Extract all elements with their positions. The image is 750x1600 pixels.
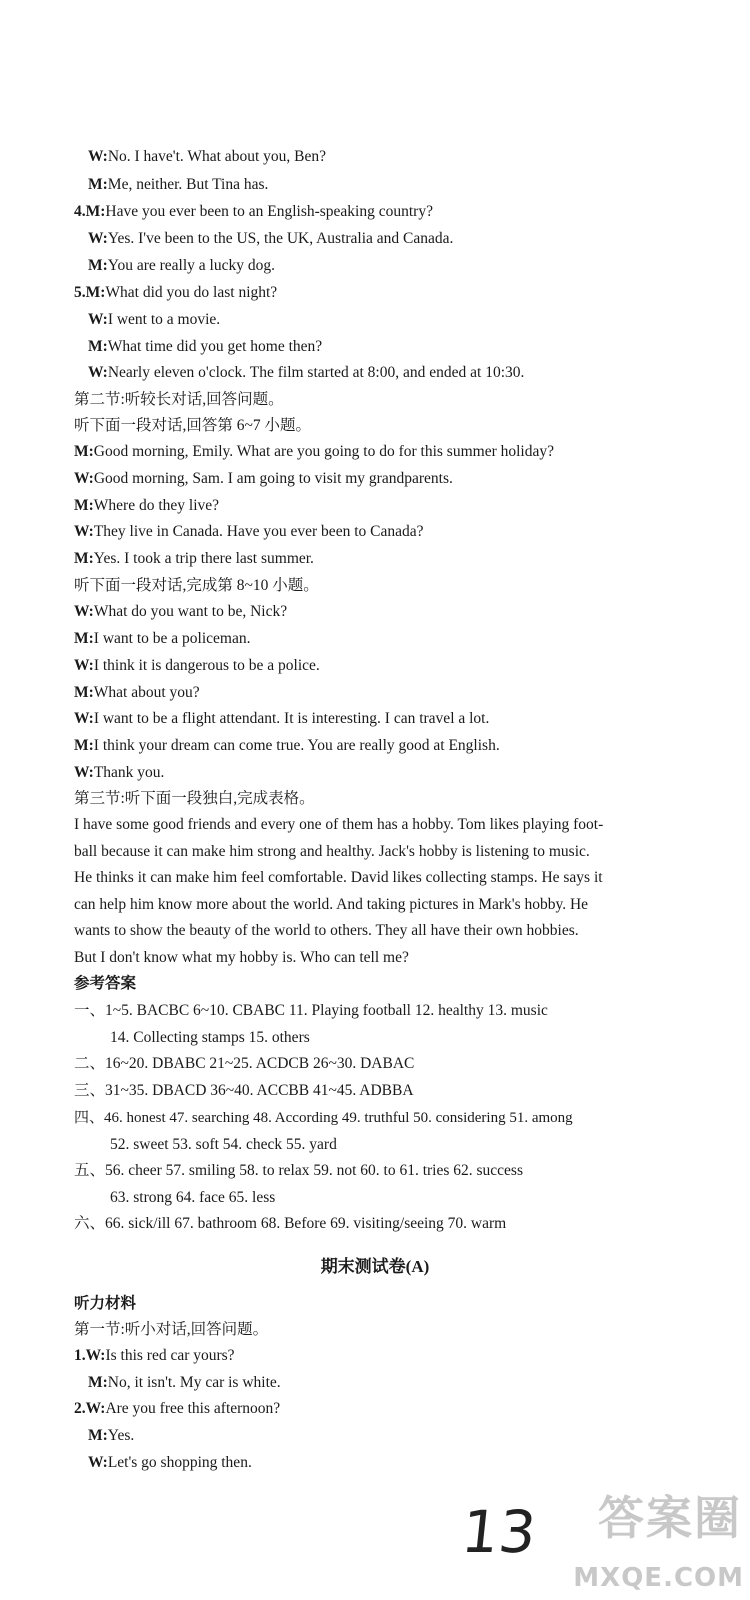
dialog-intro: 听下面一段对话,完成第 8~10 小题。 bbox=[74, 577, 319, 594]
answer-line: 二、16~20. DBABC 21~25. ACDCB 26~30. DABAC bbox=[74, 1055, 415, 1072]
dialog-line: W:They live in Canada. Have you ever been to Canada? bbox=[74, 523, 424, 540]
dialog-line: W:Yes. I've been to the US, the UK, Australia and Canada. bbox=[88, 230, 454, 247]
monologue-line: He thinks it can make him feel comfortable. David likes collecting stamps. He says it bbox=[74, 869, 603, 886]
dialog-line: W:Thank you. bbox=[74, 764, 165, 781]
answers-heading: 参考答案 bbox=[74, 975, 137, 992]
dialog-line: M:What about you? bbox=[74, 684, 200, 701]
answer-line: 14. Collecting stamps 15. others bbox=[110, 1029, 310, 1046]
dialog-line: W:Let's go shopping then. bbox=[88, 1454, 252, 1471]
dialog-line: M:Me, neither. But Tina has. bbox=[88, 176, 269, 193]
monologue-line: But I don't know what my hobby is. Who can tell me? bbox=[74, 949, 409, 966]
section-heading: 第二节:听较长对话,回答问题。 bbox=[74, 391, 284, 408]
dialog-line: M:I want to be a policeman. bbox=[74, 630, 251, 647]
dialog-line: M:I think your dream can come true. You are really good at English. bbox=[74, 737, 500, 754]
answer-line: 一、1~5. BACBC 6~10. CBABC 11. Playing football 12. healthy 13. music bbox=[74, 1002, 548, 1019]
dialog-line: W:What do you want to be, Nick? bbox=[74, 603, 288, 620]
section-heading: 第一节:听小对话,回答问题。 bbox=[74, 1321, 269, 1338]
page-number: 13 bbox=[458, 1498, 540, 1566]
dialog-intro: 听下面一段对话,回答第 6~7 小题。 bbox=[74, 417, 312, 434]
dialog-line: W:No. I have't. What about you, Ben? bbox=[88, 148, 326, 165]
dialog-line: W:I went to a movie. bbox=[88, 311, 221, 328]
dialog-line: 2.W:Are you free this afternoon? bbox=[74, 1400, 281, 1417]
dialog-line: W:I want to be a flight attendant. It is interesting. I can travel a lot. bbox=[74, 710, 490, 727]
answer-line: 63. strong 64. face 65. less bbox=[110, 1189, 276, 1206]
dialog-line: M:Yes. bbox=[88, 1427, 135, 1444]
dialog-line: W:Nearly eleven o'clock. The film started at 8:00, and ended at 10:30. bbox=[88, 364, 525, 381]
dialog-line: M:You are really a lucky dog. bbox=[88, 257, 275, 274]
watermark-url: MXQE.COM bbox=[573, 1563, 744, 1593]
monologue-line: ball because it can make him strong and healthy. Jack's hobby is listening to music. bbox=[74, 843, 590, 860]
answer-line: 四、46. honest 47. searching 48. According 49. truthful 50. considering 51. among bbox=[74, 1110, 573, 1126]
answer-line: 六、66. sick/ill 67. bathroom 68. Before 69. visiting/seeing 70. warm bbox=[74, 1215, 507, 1232]
monologue-line: can help him know more about the world. And taking pictures in Mark's hobby. He bbox=[74, 896, 589, 913]
exam-title: 期末测试卷(A) bbox=[320, 1257, 430, 1276]
answer-line: 三、31~35. DBACD 36~40. ACCBB 41~45. ADBBA bbox=[74, 1082, 414, 1099]
dialog-line: W:Good morning, Sam. I am going to visit my grandparents. bbox=[74, 470, 453, 487]
monologue-line: I have some good friends and every one of them has a hobby. Tom likes playing foot- bbox=[74, 816, 604, 833]
dialog-line: 5.M:What did you do last night? bbox=[74, 284, 278, 301]
dialog-line: M:No, it isn't. My car is white. bbox=[88, 1374, 281, 1391]
dialog-line: M:What time did you get home then? bbox=[88, 338, 323, 355]
dialog-line: 1.W:Is this red car yours? bbox=[74, 1347, 235, 1364]
dialog-line: W:I think it is dangerous to be a police. bbox=[74, 657, 320, 674]
section-heading: 第三节:听下面一段独白,完成表格。 bbox=[74, 790, 315, 807]
dialog-line: M:Good morning, Emily. What are you going to do for this summer holiday? bbox=[74, 443, 554, 460]
dialog-line: M:Where do they live? bbox=[74, 497, 220, 514]
listening-heading: 听力材料 bbox=[74, 1295, 137, 1312]
dialog-line: M:Yes. I took a trip there last summer. bbox=[74, 550, 314, 567]
watermark-text: 答案圈 bbox=[598, 1491, 742, 1545]
answer-line: 五、56. cheer 57. smiling 58. to relax 59. not 60. to 61. tries 62. success bbox=[74, 1162, 524, 1179]
watermark-logo bbox=[548, 1480, 748, 1595]
dialog-line: 4.M:Have you ever been to an English-speaking country? bbox=[74, 203, 433, 220]
monologue-line: wants to show the beauty of the world to others. They all have their own hobbies. bbox=[74, 922, 579, 939]
answer-line: 52. sweet 53. soft 54. check 55. yard bbox=[110, 1136, 337, 1153]
